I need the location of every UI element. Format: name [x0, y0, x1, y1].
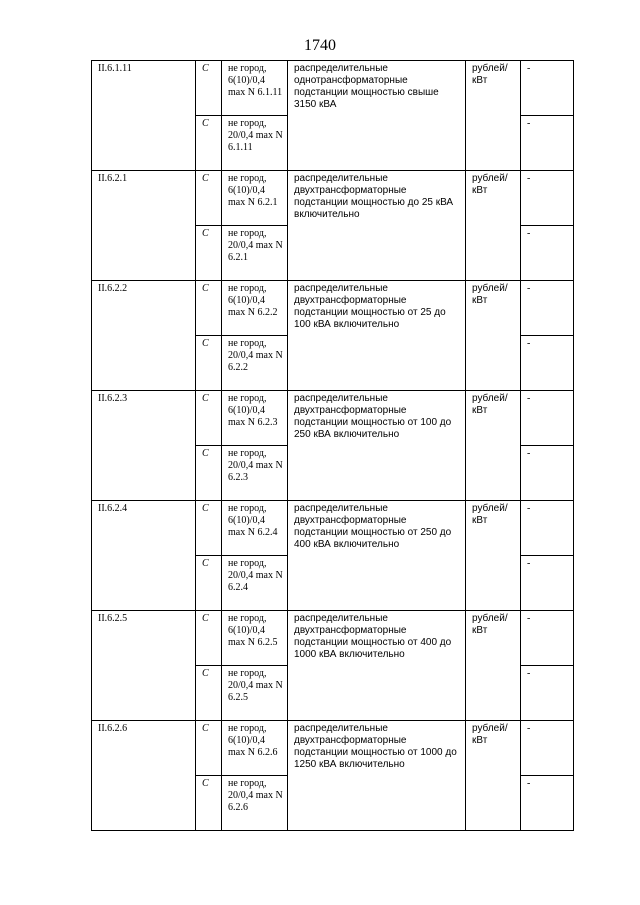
row-description: распределительные двухтрансформаторные подстанции мощностью от 25 до 100 кВА включительно [288, 281, 466, 391]
row-condition: не город, 20/0,4 max N 6.2.6 [222, 776, 288, 831]
table-row [92, 501, 574, 556]
row-unit: рублей/ кВт [466, 391, 521, 501]
row-category: С [196, 666, 222, 721]
row-value: - [521, 776, 574, 831]
row-code: II.6.2.4 [92, 501, 196, 611]
table-row [92, 391, 574, 446]
row-unit: рублей/ кВт [466, 721, 521, 831]
row-condition: не город, 20/0,4 max N 6.2.3 [222, 446, 288, 501]
row-unit: рублей/ кВт [466, 61, 521, 171]
tariff-table [91, 60, 574, 831]
row-category: С [196, 611, 222, 666]
row-value: - [521, 501, 574, 556]
row-unit: рублей/ кВт [466, 171, 521, 281]
row-value: - [521, 61, 574, 116]
row-category: С [196, 171, 222, 226]
row-category: С [196, 281, 222, 336]
row-condition: не город, 6(10)/0,4 max N 6.2.4 [222, 501, 288, 556]
row-description: распределительные двухтрансформаторные подстанции мощностью от 400 до 1000 кВА включительно [288, 611, 466, 721]
row-value: - [521, 391, 574, 446]
row-condition: не город, 20/0,4 max N 6.1.11 [222, 116, 288, 171]
row-condition: не город, 20/0,4 max N 6.2.4 [222, 556, 288, 611]
row-condition: не город, 6(10)/0,4 max N 6.1.11 [222, 61, 288, 116]
row-value: - [521, 336, 574, 391]
tariff-table-body [92, 61, 574, 831]
row-category: С [196, 391, 222, 446]
row-code: II.6.2.6 [92, 721, 196, 831]
row-condition: не город, 20/0,4 max N 6.2.2 [222, 336, 288, 391]
row-category: С [196, 446, 222, 501]
row-category: С [196, 776, 222, 831]
row-value: - [521, 446, 574, 501]
table-row [92, 61, 574, 116]
row-value: - [521, 611, 574, 666]
row-value: - [521, 666, 574, 721]
row-category: С [196, 116, 222, 171]
row-description: распределительные двухтрансформаторные подстанции мощностью до 25 кВА включительно [288, 171, 466, 281]
table-row [92, 721, 574, 776]
row-value: - [521, 556, 574, 611]
row-unit: рублей/ кВт [466, 611, 521, 721]
row-category: С [196, 721, 222, 776]
row-condition: не город, 6(10)/0,4 max N 6.2.1 [222, 171, 288, 226]
row-description: распределительные двухтрансформаторные подстанции мощностью от 100 до 250 кВА включительно [288, 391, 466, 501]
row-code: II.6.2.3 [92, 391, 196, 501]
row-code: II.6.2.1 [92, 171, 196, 281]
row-value: - [521, 226, 574, 281]
row-value: - [521, 721, 574, 776]
page-number: 1740 [304, 37, 336, 54]
row-condition: не город, 6(10)/0,4 max N 6.2.5 [222, 611, 288, 666]
row-value: - [521, 116, 574, 171]
row-condition: не город, 20/0,4 max N 6.2.1 [222, 226, 288, 281]
row-code: II.6.2.5 [92, 611, 196, 721]
row-category: С [196, 61, 222, 116]
row-unit: рублей/ кВт [466, 281, 521, 391]
table-row [92, 611, 574, 666]
row-category: С [196, 226, 222, 281]
table-row [92, 281, 574, 336]
row-description: распределительные двухтрансформаторные подстанции мощностью от 250 до 400 кВА включительно [288, 501, 466, 611]
row-category: С [196, 556, 222, 611]
row-condition: не город, 6(10)/0,4 max N 6.2.6 [222, 721, 288, 776]
row-value: - [521, 281, 574, 336]
row-category: С [196, 336, 222, 391]
row-condition: не город, 6(10)/0,4 max N 6.2.2 [222, 281, 288, 336]
table-row [92, 171, 574, 226]
row-code: II.6.2.2 [92, 281, 196, 391]
row-category: С [196, 501, 222, 556]
row-unit: рублей/ кВт [466, 501, 521, 611]
row-value: - [521, 171, 574, 226]
row-code: II.6.1.11 [92, 61, 196, 171]
row-description: распределительные двухтрансформаторные подстанции мощностью от 1000 до 1250 кВА включительно [288, 721, 466, 831]
row-condition: не город, 6(10)/0,4 max N 6.2.3 [222, 391, 288, 446]
row-condition: не город, 20/0,4 max N 6.2.5 [222, 666, 288, 721]
row-description: распределительные однотрансформаторные подстанции мощностью свыше 3150 кВА [288, 61, 466, 171]
